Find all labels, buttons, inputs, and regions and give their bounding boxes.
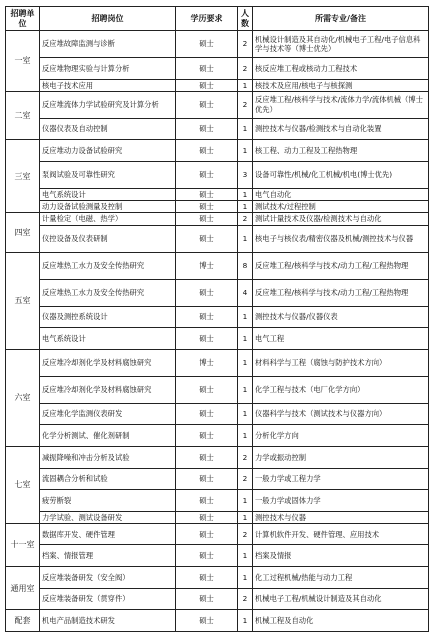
table-row xyxy=(6,567,429,589)
requirements-cell: 设备可靠性/机械/化工机械/机电(博士优先) xyxy=(253,161,429,188)
table-row xyxy=(6,446,429,468)
requirements-cell: 电气自动化 xyxy=(253,188,429,200)
position-cell: 化学分析测试、催化剂研制 xyxy=(40,425,176,447)
education-cell: 硕士 xyxy=(176,306,238,328)
education-cell: 硕士 xyxy=(176,328,238,350)
table-row xyxy=(6,252,429,279)
position-cell: 泵阀试验及可靠性研究 xyxy=(40,161,176,188)
table-row xyxy=(6,588,429,610)
table-row xyxy=(6,213,429,225)
count-cell: 1 xyxy=(238,328,253,350)
count-cell: 1 xyxy=(238,225,253,252)
unit-cell: 通用室 xyxy=(6,567,40,610)
header-requirements: 所需专业/备注 xyxy=(253,7,429,31)
requirements-cell: 化学工程与技术（电厂化学方向） xyxy=(253,376,429,403)
count-cell: 2 xyxy=(238,588,253,610)
table-row xyxy=(6,279,429,306)
requirements-cell: 核工程、动力工程及工程热物理 xyxy=(253,140,429,162)
table-row xyxy=(6,328,429,350)
count-cell: 1 xyxy=(238,490,253,512)
requirements-cell: 核技术及应用/核电子与核探测 xyxy=(253,79,429,91)
position-cell: 数据库开发、硬件管理 xyxy=(40,523,176,545)
education-cell: 硕士 xyxy=(176,91,238,118)
table-row xyxy=(6,545,429,567)
requirements-cell: 测控技术与仪器/仪器仪表 xyxy=(253,306,429,328)
education-cell: 硕士 xyxy=(176,403,238,425)
requirements-cell: 一般力学或固体力学 xyxy=(253,490,429,512)
position-cell: 流固耦合分析和试验 xyxy=(40,468,176,490)
table-row xyxy=(6,161,429,188)
position-cell: 核电子技术应用 xyxy=(40,79,176,91)
requirements-cell: 核电子与核仪表/精密仪器及机械/测控技术与仪器 xyxy=(253,225,429,252)
position-cell: 电气系统设计 xyxy=(40,328,176,350)
education-cell: 硕士 xyxy=(176,279,238,306)
requirements-cell: 反应堆工程/核科学与技术/动力工程/工程热物理 xyxy=(253,252,429,279)
requirements-cell: 测控技术与仪器/检测技术与自动化装置 xyxy=(253,118,429,140)
unit-cell: 十一室 xyxy=(6,523,40,566)
position-cell: 档案、情报管理 xyxy=(40,545,176,567)
recruitment-table xyxy=(5,6,429,632)
position-cell: 疲劳断裂 xyxy=(40,490,176,512)
position-cell: 反应堆冷却剂化学及材料腐蚀研究 xyxy=(40,376,176,403)
education-cell: 硕士 xyxy=(176,468,238,490)
unit-cell: 五室 xyxy=(6,252,40,349)
position-cell: 反应堆动力设备试验研究 xyxy=(40,140,176,162)
position-cell: 仪器及测控系统设计 xyxy=(40,306,176,328)
education-cell: 硕士 xyxy=(176,118,238,140)
count-cell: 2 xyxy=(238,468,253,490)
unit-cell: 配套 xyxy=(6,610,40,632)
requirements-cell: 测试计量技术及仪器/检测技术与自动化 xyxy=(253,213,429,225)
position-cell: 动力设备试验测量及控制 xyxy=(40,201,176,213)
requirements-cell: 材料科学与工程（腐蚀与防护技术方向） xyxy=(253,349,429,376)
table-row xyxy=(6,523,429,545)
count-cell: 2 xyxy=(238,31,253,58)
unit-cell: 六室 xyxy=(6,349,40,446)
position-cell: 机电产品制造技术研发 xyxy=(40,610,176,632)
count-cell: 1 xyxy=(238,118,253,140)
table-row xyxy=(6,225,429,252)
table-row xyxy=(6,376,429,403)
education-cell: 硕士 xyxy=(176,610,238,632)
count-cell: 1 xyxy=(238,403,253,425)
education-cell: 硕士 xyxy=(176,511,238,523)
education-cell: 硕士 xyxy=(176,567,238,589)
unit-cell: 七室 xyxy=(6,446,40,523)
count-cell: 2 xyxy=(238,523,253,545)
count-cell: 2 xyxy=(238,213,253,225)
unit-cell: 三室 xyxy=(6,140,40,213)
requirements-cell: 机械设计制造及其自动化/机械电子工程/电子信息科学与技术等（博士优先） xyxy=(253,31,429,58)
requirements-cell: 电气工程 xyxy=(253,328,429,350)
education-cell: 硕士 xyxy=(176,58,238,80)
position-cell: 电气系统设计 xyxy=(40,188,176,200)
education-cell: 硕士 xyxy=(176,188,238,200)
header-education: 学历要求 xyxy=(176,7,238,31)
education-cell: 硕士 xyxy=(176,79,238,91)
count-cell: 1 xyxy=(238,306,253,328)
requirements-cell: 核反应堆工程或核动力工程技术 xyxy=(253,58,429,80)
header-position: 招聘岗位 xyxy=(40,7,176,31)
table-row xyxy=(6,79,429,91)
education-cell: 硕士 xyxy=(176,161,238,188)
requirements-cell: 力学或振动控制 xyxy=(253,446,429,468)
count-cell: 3 xyxy=(238,161,253,188)
count-cell: 2 xyxy=(238,91,253,118)
education-cell: 博士 xyxy=(176,252,238,279)
table-row xyxy=(6,468,429,490)
requirements-cell: 化工过程机械/热能与动力工程 xyxy=(253,567,429,589)
table-header xyxy=(6,7,429,31)
education-cell: 硕士 xyxy=(176,490,238,512)
position-cell: 反应堆装备研发（贯穿件） xyxy=(40,588,176,610)
count-cell: 1 xyxy=(238,610,253,632)
position-cell: 反应堆物理实验与计算分析 xyxy=(40,58,176,80)
education-cell: 硕士 xyxy=(176,523,238,545)
education-cell: 硕士 xyxy=(176,545,238,567)
count-cell: 1 xyxy=(238,79,253,91)
requirements-cell: 分析化学方向 xyxy=(253,425,429,447)
count-cell: 1 xyxy=(238,201,253,213)
education-cell: 硕士 xyxy=(176,31,238,58)
table-row xyxy=(6,490,429,512)
count-cell: 2 xyxy=(238,58,253,80)
education-cell: 硕士 xyxy=(176,425,238,447)
requirements-cell: 机械电子工程/机械设计制造及其自动化 xyxy=(253,588,429,610)
position-cell: 计量检定（电磁、热学） xyxy=(40,213,176,225)
count-cell: 1 xyxy=(238,545,253,567)
header-count: 人数 xyxy=(238,7,253,31)
requirements-cell: 一般力学或工程力学 xyxy=(253,468,429,490)
requirements-cell: 档案及情报 xyxy=(253,545,429,567)
position-cell: 反应堆化学监测仪表研发 xyxy=(40,403,176,425)
unit-cell: 二室 xyxy=(6,91,40,140)
education-cell: 博士 xyxy=(176,349,238,376)
count-cell: 1 xyxy=(238,376,253,403)
count-cell: 1 xyxy=(238,567,253,589)
count-cell: 2 xyxy=(238,446,253,468)
position-cell: 力学试验、测试设备研发 xyxy=(40,511,176,523)
unit-cell: 四室 xyxy=(6,213,40,252)
education-cell: 硕士 xyxy=(176,376,238,403)
table-row xyxy=(6,306,429,328)
header-unit: 招聘单位 xyxy=(6,7,40,31)
education-cell: 硕士 xyxy=(176,140,238,162)
position-cell: 减振降噪和冲击分析及试验 xyxy=(40,446,176,468)
table-row xyxy=(6,140,429,162)
count-cell: 4 xyxy=(238,279,253,306)
table-row xyxy=(6,349,429,376)
requirements-cell: 测试技术/过程控制 xyxy=(253,201,429,213)
requirements-cell: 反应堆工程/核科学与技术/动力工程/工程热物理 xyxy=(253,279,429,306)
table-row xyxy=(6,91,429,118)
education-cell: 硕士 xyxy=(176,588,238,610)
count-cell: 1 xyxy=(238,140,253,162)
table-row xyxy=(6,58,429,80)
position-cell: 反应堆热工水力及安全传热研究 xyxy=(40,279,176,306)
table-row xyxy=(6,118,429,140)
table-row xyxy=(6,188,429,200)
count-cell: 1 xyxy=(238,425,253,447)
table-row xyxy=(6,425,429,447)
table-row xyxy=(6,31,429,58)
requirements-cell: 反应堆工程/核科学与技术/流体力学/流体机械（博士优先） xyxy=(253,91,429,118)
education-cell: 硕士 xyxy=(176,225,238,252)
requirements-cell: 测控技术与仪器 xyxy=(253,511,429,523)
position-cell: 反应堆故障监测与诊断 xyxy=(40,31,176,58)
position-cell: 反应堆装备研发（安全阀） xyxy=(40,567,176,589)
table-row xyxy=(6,610,429,632)
education-cell: 硕士 xyxy=(176,213,238,225)
table-row xyxy=(6,511,429,523)
requirements-cell: 计算机软件开发、硬件管理、应用技术 xyxy=(253,523,429,545)
table-row xyxy=(6,201,429,213)
position-cell: 反应堆流体力学试验研究及计算分析 xyxy=(40,91,176,118)
count-cell: 1 xyxy=(238,349,253,376)
position-cell: 反应堆冷却剂化学及材料腐蚀研究 xyxy=(40,349,176,376)
requirements-cell: 仪器科学与技术（测试技术与仪器方向） xyxy=(253,403,429,425)
count-cell: 8 xyxy=(238,252,253,279)
unit-cell: 一室 xyxy=(6,31,40,92)
education-cell: 硕士 xyxy=(176,201,238,213)
count-cell: 1 xyxy=(238,188,253,200)
table-body xyxy=(6,31,429,632)
position-cell: 仪控设备及仪表研制 xyxy=(40,225,176,252)
position-cell: 仪器仪表及自动控制 xyxy=(40,118,176,140)
position-cell: 反应堆热工水力及安全传热研究 xyxy=(40,252,176,279)
requirements-cell: 机械工程及自动化 xyxy=(253,610,429,632)
count-cell: 1 xyxy=(238,511,253,523)
table-row xyxy=(6,403,429,425)
education-cell: 硕士 xyxy=(176,446,238,468)
